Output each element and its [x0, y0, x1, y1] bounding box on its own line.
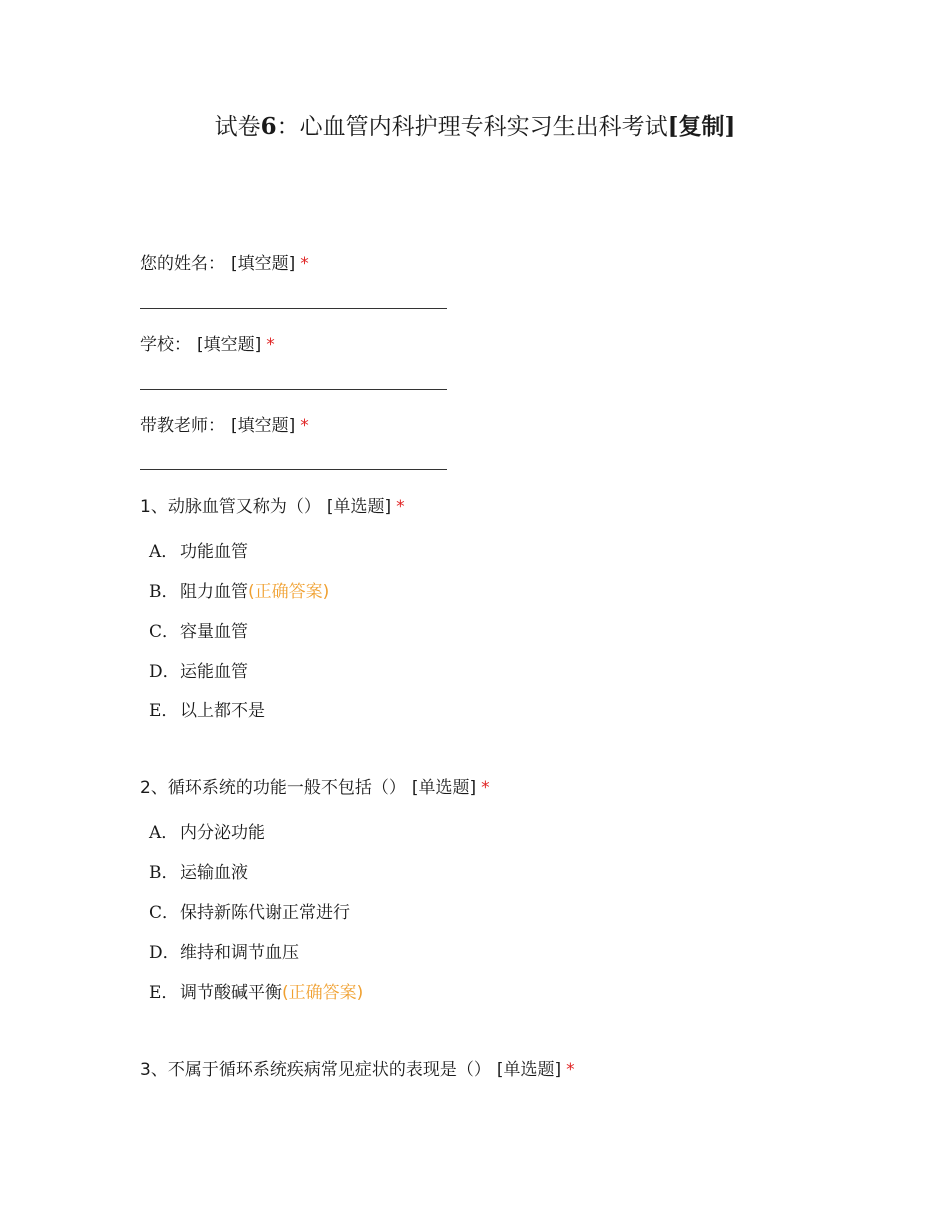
- q1-option-a[interactable]: A． 功能血管: [149, 542, 248, 562]
- q2-option-a[interactable]: A． 内分泌功能: [149, 823, 265, 843]
- question-3-label: 3、不属于循环系统疾病常见症状的表现是（） [单选题] *: [140, 1060, 575, 1080]
- required-mark: *: [300, 416, 309, 436]
- question-type: [填空题]: [231, 416, 296, 436]
- q2-option-c[interactable]: C．保持新陈代谢正常进行: [149, 903, 350, 923]
- q2-option-e[interactable]: E．调节酸碱平衡(正确答案): [149, 983, 364, 1003]
- correct-answer-mark: (正确答案): [282, 983, 364, 1003]
- question-type: [填空题]: [197, 335, 262, 355]
- field-name-label: 您的姓名： [填空题] *: [140, 254, 309, 274]
- question-type: [填空题]: [231, 254, 296, 274]
- required-mark: *: [300, 254, 309, 274]
- page-title: [0, 110, 950, 144]
- question-1-label: 1、动脉血管又称为（） [单选题] *: [140, 497, 405, 517]
- title-suffix: [复制]: [667, 113, 736, 140]
- question-type: [单选题]: [411, 778, 477, 798]
- q1-option-e[interactable]: E．以上都不是: [149, 701, 265, 721]
- field-teacher-label: 带教老师： [填空题] *: [140, 416, 309, 436]
- q1-option-d[interactable]: D．运能血管: [149, 662, 248, 682]
- field-school-label: 学校： [填空题] *: [140, 335, 275, 355]
- q1-option-b[interactable]: B．阻力血管(正确答案): [149, 582, 330, 602]
- q2-option-d[interactable]: D．维持和调节血压: [149, 943, 299, 963]
- title-prefix: 试卷: [214, 114, 261, 140]
- question-2-label: 2、循环系统的功能一般不包括（） [单选题] *: [140, 778, 490, 798]
- q1-option-c[interactable]: C．容量血管: [149, 622, 248, 642]
- title-number: 6: [260, 113, 277, 140]
- required-mark: *: [566, 1060, 575, 1080]
- required-mark: *: [396, 497, 405, 517]
- title-main: ：心血管内科护理专科实习生出科考试: [276, 114, 668, 140]
- q2-option-b[interactable]: B．运输血液: [149, 863, 248, 883]
- teacher-input-line[interactable]: [140, 469, 447, 470]
- correct-answer-mark: (正确答案): [248, 582, 330, 602]
- required-mark: *: [266, 335, 275, 355]
- question-type: [单选题]: [496, 1060, 562, 1080]
- question-type: [单选题]: [326, 497, 392, 517]
- required-mark: *: [481, 778, 490, 798]
- school-input-line[interactable]: [140, 389, 447, 390]
- name-input-line[interactable]: [140, 308, 447, 309]
